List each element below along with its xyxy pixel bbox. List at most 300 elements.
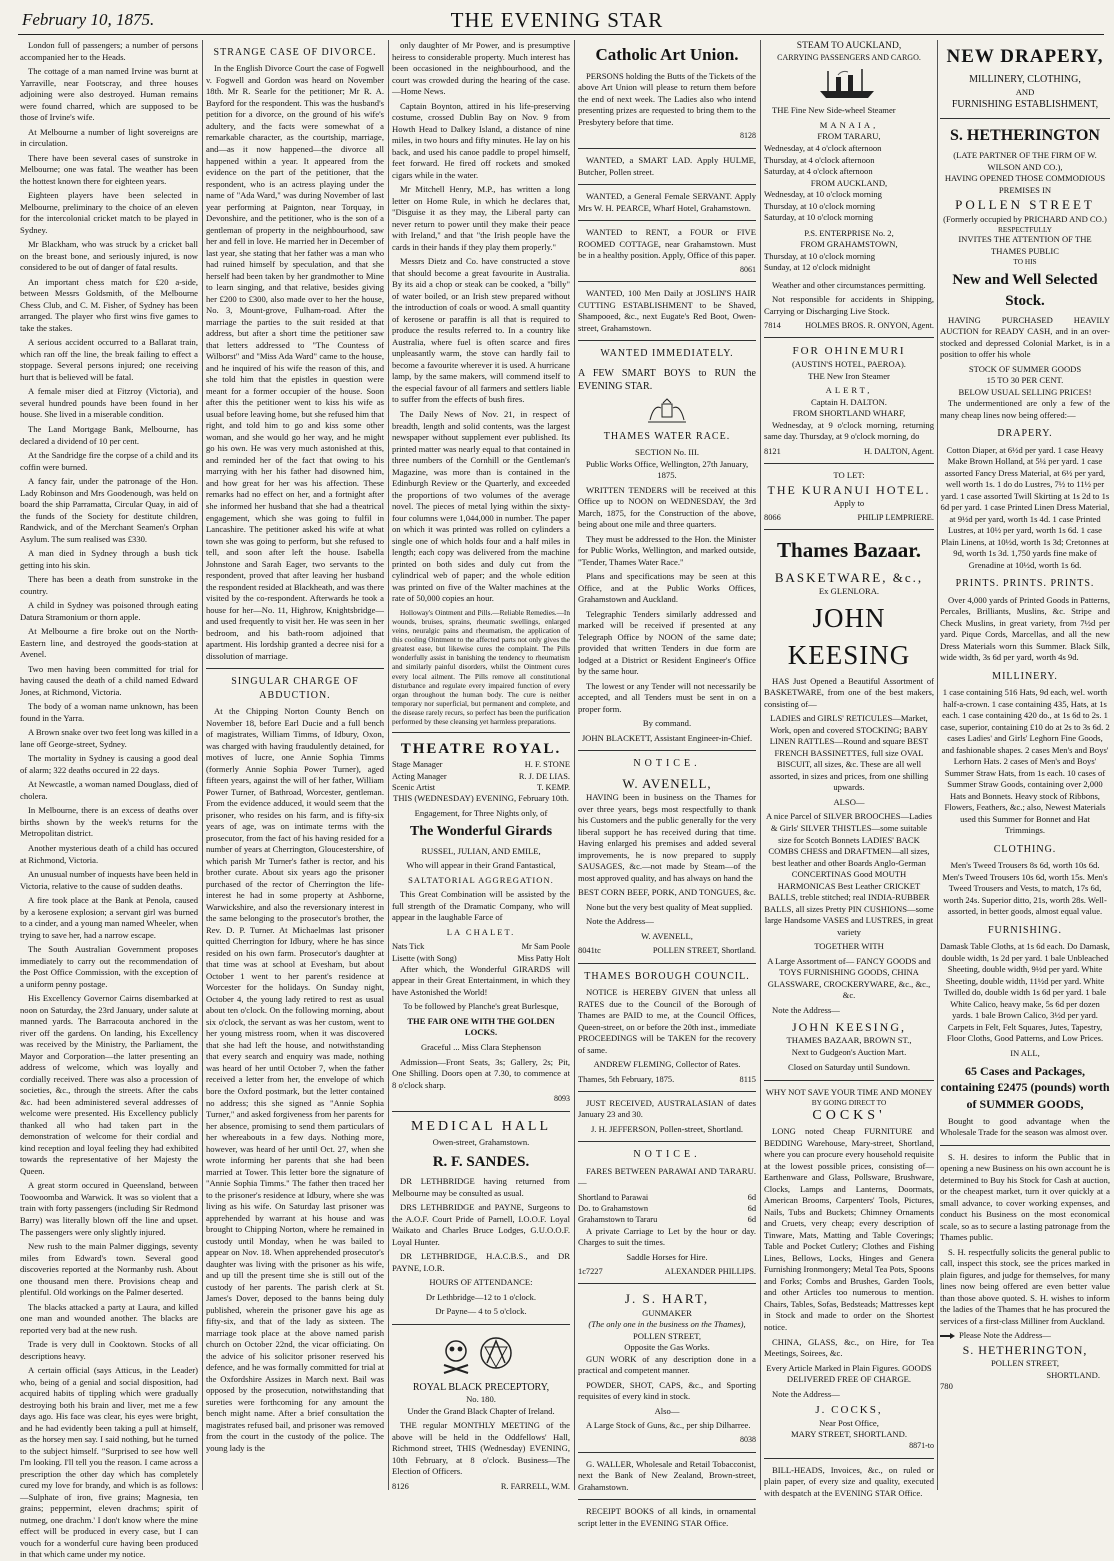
keesing-together: TOGETHER WITH <box>814 941 884 952</box>
borough-title: THAMES BOROUGH COUNCIL. <box>584 970 750 982</box>
water-race-section: SECTION No. III. <box>635 447 699 458</box>
news-paragraph: The South Australian Government proposes immediately to carry out the recommendation of the Post Office Commission, with the exception of a uniform penny postage. <box>20 944 198 989</box>
thames-bazaar-title: Thames Bazaar. <box>777 538 921 563</box>
hetherington-ref: 780 <box>940 1381 953 1392</box>
preceptory-title: ROYAL BLACK PRECEPTORY, <box>412 1381 550 1393</box>
steam-title: STEAM TO AUCKLAND, <box>796 41 902 51</box>
cocks-near: Near Post Office, <box>819 1417 879 1428</box>
theatre-cast-row-right: Mr Sam Poole <box>521 942 570 952</box>
hart-powder: POWDER, SHOT, CAPS, &c., and Sporting requisites of every kind in stock. <box>578 1379 756 1402</box>
grahamstown-times <box>764 251 934 274</box>
fare-row-left: Grahamstown to Tararu <box>578 1215 658 1225</box>
theatre-burlesque-intro: To be followed by Planche's great Burlesque, <box>403 1001 559 1012</box>
drapery-sub-2: AND <box>1015 86 1035 97</box>
water-race-body-5: The lowest or any Tender will not necessarily be accepted, and all Tenders must be sent in on a proper form. <box>578 680 756 714</box>
fares-title: FARES BETWEEN PARAWAI AND TARARU.— <box>578 1165 756 1188</box>
wanted-men: WANTED, 100 Men Daily at JOSLIN'S HAIR CUTTING ESTABLISHMENT to be Shaved, Shampooed, &c., next Eugate's Red Boot, Owen-street, Grahamstown. <box>578 288 756 333</box>
theatre-role-row-left: Scenic Artist <box>392 782 436 792</box>
divider <box>578 1141 756 1142</box>
divider <box>578 963 756 964</box>
hart-body: GUN WORK of any description done in a practical and competent manner. <box>578 1353 756 1376</box>
news-paragraph: The blacks attacked a party at Laura, and killed one man and wounded another. The blacks are reported very bad at the new rush. <box>20 1301 198 1335</box>
ohinemuri-sign: H. DALTON, Agent. <box>863 446 934 456</box>
column-divider <box>937 40 938 1490</box>
hetherington-street: POLLEN STREET, <box>990 1358 1060 1368</box>
steam-intro: THE Fine New Side-wheel Steamer <box>772 105 896 116</box>
sailing-time: Saturday, at 4 o'clock afternoon <box>764 166 873 177</box>
theatre-evening: THIS (WEDNESDAY) EVENING, February 10th. <box>393 793 569 804</box>
article-paragraph: At the Chipping Norton County Bench on November 18, before Earl Ducie and a full bench of magistrates, William Timms, of Idbury, Oxon, was charged with having fraudulently detained, for motives of lucre, one Annie Sophia Timms (formerly Annie Sophia Power Turner), aged fifteen years, against the will of her father, William Power Turner, of Bathroad, Worcester, gentleman. From the evidence adduced, it would seem that the prisoner, who resides on his farm, and is fifty-six years of age, was on intimate terms with the prosecutor, from the fact of his having resided for a number of years at Cherrington, Gloucestershire, of which parish Mr Turner's father is rector, and his brother curate. About six years ago the prisoner purchased of the rector of Cherrington the life-interest he had in some property at Ashborne, Warwickshire, and also the reversionary interest in the same belonging to the prosecutor's brother, the Rev. D. P. Turner. At Michaelmas last prisoner quitted Cherrington for Idbury, where he has since resided on his own farm. Prosecutor's daughter at that time was at school at Evesham, but about October 1 went to her parent's residence at Worcester for the holidays. On Sunday night, October 4, the young lady retired to rest as usual about ten o'clock. On the following morning, about six o'clock, the servant as was her custom, went to her young mistress room, when it was discovered that she had left the house, and notwithstanding that every search and enquiry was made, nothing was heard of her until October 7, when the father received a letter from her, the envelope of which bore the Oxford postmark, but the letter contained no address; this she signed as "Annie Sophia Turner," and asked forgiveness from her parents for her absence, promising to send them particulars of her whereabouts in a few days. Nothing more, however, was heard of her until Oct. 27, when she wrote informing her parents that she had been married at Tower. This letter bore the signature of "Annie Sophia Timms." The father then traced her to the prisoner's residence at Idbury, where she was living as his wife. On Saturday last prisoner was apprehended by warrant at his house and was brought to Chipping Norton, where he remained in custody until Monday, when he was bailed to appear on Nov. 18. When apprehended prosecutor's daughter was living with the prisoner as his wife, and up till the present time she is still out of the custody of her parents. The parish clerk at St. James's Dover, deposed to the banns being duly published, wherein the prisoner gave his age as fifty-six, and that of the lady as sixteen. The marriage took place at the above named parish church on October 22nd, the vicar officiating. On the advice of his solicitor prisoner reserved his defence, and he was formally committed for trial at the Oxfordshire Assizes in March next. Bail was opposed by the prosecution, notwithstanding that sureties were forthcoming for any amount the bench might name. After a brief consultation the magistrates refused bail, and prisoner was removed from the court in the custody of the police. The young lady is the <box>206 705 384 1453</box>
water-race-by: By command. <box>642 718 692 729</box>
hart-guns: A Large Stock of Guns, &c., per ship Dilharree. <box>586 1420 751 1431</box>
theatre-aggregation: SALTATORIAL AGGREGATION. <box>408 874 554 885</box>
medical-hours-1: Dr Lethbridge—12 to 1 o'clock. <box>425 1291 537 1302</box>
article-abduction <box>206 706 384 1455</box>
hetherington-body-3: S. H. respectfully solicits the general public to call, inspect this stock, see the prices marked in plain figures, and judge for themselves, for many lines now being offered are even better value than those above quoted. S. H. wishes to inform the ladies of the Thames that he has procured the services of a first-class Milliner from Auckland. <box>940 1246 1110 1326</box>
news-paragraph: A child in Sydney was poisoned through eating Datura Stramonium or thorn apple. <box>20 600 198 622</box>
ohinemuri-captain: Captain H. DALTON. <box>811 396 887 407</box>
theatre-ref: 8093 <box>554 1094 570 1104</box>
fares-private: A private Carriage to Let by the hour or day. Charges to suit the times. <box>578 1225 756 1248</box>
hart-sub: GUNMAKER <box>642 1307 692 1318</box>
ohinemuri-footer <box>764 446 934 457</box>
basketware-title: BASKETWARE, &c., <box>774 569 924 585</box>
water-race-body-3: Plans and specifications may be seen at this Office, and at the Public Works Offices, Grahamstown and Auckland. <box>578 571 756 605</box>
news-items <box>20 40 198 1561</box>
ohinemuri-sub: (AUSTIN'S HOTEL, PAEROA). <box>792 359 906 370</box>
cocks-addr: MARY STREET, SHORTLAND. <box>791 1429 907 1440</box>
fare-row <box>578 1203 756 1214</box>
below-usual: BELOW USUAL SELLING PRICES! <box>958 386 1092 397</box>
theatre-role-row <box>392 782 570 793</box>
news-items <box>392 40 570 605</box>
theatre-roles <box>392 759 570 793</box>
receipt-ad: RECEIPT BOOKS of all kinds, in ornamental script letter in the EVENING STAR Office. <box>578 1506 756 1528</box>
sailing-time: Wednesday, at 10 o'clock morning <box>764 189 882 200</box>
fare-row-right: 6d <box>747 1192 756 1202</box>
borough-date: Thames, 5th February, 1875. <box>578 1074 675 1084</box>
theatre-role-row-right: T. KEMP. <box>536 782 570 792</box>
note-address: Please Note the Address— <box>959 1330 1051 1341</box>
article-divorce <box>206 63 384 662</box>
furnishing-heading: FURNISHING. <box>987 924 1063 936</box>
divider <box>578 1091 756 1092</box>
keesing-note: Note the Address— <box>772 1004 840 1015</box>
water-race-title: THAMES WATER RACE. <box>603 430 731 442</box>
news-paragraph: Captain Boynton, attired in his life-preserving costume, crossed Dublin Bay on Nov. 9 from Howth Head to Dalkey Island, a distance of nine miles, in two hours and fifty minutes. He lay on his back, and used his canoe paddle to propel himself, feet forward. He fired off rockets and smoked cigars while in the water. <box>392 100 570 180</box>
steam-sub: CARRYING PASSENGERS AND CARGO. <box>777 52 921 62</box>
ship-manaia: MANAIA, <box>819 119 879 130</box>
divider <box>392 1111 570 1112</box>
theatre-engagement: Engagement, for Three Nights only, of <box>414 807 548 818</box>
drapery-title: NEW DRAPERY, <box>946 46 1104 67</box>
theatre-burlesque: THE FAIR ONE WITH THE GOLDEN LOCKS. <box>407 1015 555 1038</box>
news-paragraph: Another mysterious death of a child has occured at Richmond, Victoria. <box>20 843 198 865</box>
hart-opp: Opposite the Gas Works. <box>624 1342 710 1353</box>
undermentioned: The undermentioned are only a few of the many cheap lines now being offered:— <box>940 398 1110 420</box>
news-paragraph: The Daily News of Nov. 21, in respect of breadth, length and solid contents, was the largest newspaper without supplement ever published. Its printed matter was nearly equal to that contained in three numbers of the Cornhill or the Gentleman's Magazine, was more than is contained in the Edinburgh Review or the Quarterly, and exceeded the proportions of two volumes of the average novel. The pieces of metal lying within the sixty-four columns were 1,044,000 in number. The paper on which it was printed was rolled on cylinders a single one of which holds four and a half miles in length; each copy was delivered from the machine printed on both sides and duly cut from the cylindrical web of paper; and the whole edition was printed on five of the Walter machines at the rate of 50,000 copies an hour. <box>392 408 570 604</box>
cocks-ref: 8871-to <box>909 1440 934 1450</box>
divider <box>392 732 570 733</box>
billheads-ad: BILL-HEADS, Invoices, &c., on ruled or plain paper, of every size and quality, executed with despatch at the EVENING STAR Office. <box>764 1464 934 1498</box>
hetherington-invites: INVITES THE ATTENTION OF THE THAMES PUBLIC <box>958 234 1092 256</box>
cocks-every: Every Article Marked in Plain Figures. GOODS DELIVERED FREE OF CHARGE. <box>766 1362 932 1385</box>
millinery-heading: MILLINERY. <box>992 670 1058 682</box>
ohinemuri-times: Wednesday, at 9 o'clock morning, returning same day. Thursday, at 9 o'clock morning, do <box>764 419 934 442</box>
news-paragraph: At Newcastle, a woman named Douglass, died of cholera. <box>20 779 198 801</box>
divider <box>578 1452 756 1453</box>
fare-row-right: 6d <box>747 1215 756 1225</box>
hart-title: J. S. HART, <box>624 1291 710 1307</box>
hart-tag: (The only one in the business on the Thames), <box>588 1319 746 1330</box>
keesing-sign: JOHN KEESING, <box>792 1020 906 1035</box>
hetherington-stock: New and Well Selected Stock. <box>952 272 1098 309</box>
divider <box>764 1458 934 1459</box>
divider <box>578 340 756 341</box>
news-paragraph: The body of a woman name unknown, has been found in the Yarra. <box>20 701 198 723</box>
theatre-cast-row-left: Nats Tick <box>392 942 425 952</box>
medical-surgeons: DRS LETHBRIDGE and PAYNE, Surgeons to the A.O.F. Court Pride of Parnell, I.O.O.F. Loyal Waikato and Charles Bruce Lodges, G.U.O.O.F. Loyal Hunter. <box>392 1202 570 1247</box>
percent: 15 TO 30 PER CENT. <box>986 375 1064 386</box>
sailing-time: Sunday, at 12 o'clock midnight <box>764 262 871 273</box>
news-paragraph: A certain official (says Atticus, in the Leader) who, being of a genial and social disposition, had acquired habits of tippling which were gradually destroying both his brain and liver, met me a few days ago. His face was clear, his eyes were bright, and he had evidently been taking a pull at himself, as the horsey men say. I said nothing, but he turned to the subject himself. "Surprised to see how well I'm looking. I'll tell you the reason. I came across a prescription the other day which has completely cured my love for brandy, and which is as follows:—Sulphate of iron, five grains; Magnesia, ten grains; peppermint, eleven drachms; spirit of nutmeg, one drachm.' I don't know where the mine effect will be produced in every case, but I can vouch for a wonderful cure having been produced in that which came under my notice. <box>20 1365 198 1560</box>
news-paragraph: only daughter of Mr Power, and is presumptive heiress to considerable property. Much interest has been occasioned in the neighbourhood, and the court was crowded during the hearing of the case.—Home News. <box>392 40 570 97</box>
water-race-body-4: Telegraphic Tenders similarly addressed and marked will be received if presented at any Telegraph Office by NOON of the same date; provided that written Tenders in due form are lodged at a District or Resident Engineer's Office by the same hour. <box>578 608 756 677</box>
drapery-sub-3: FURNISHING ESTABLISHMENT, <box>951 99 1099 111</box>
clothing-heading: CLOTHING. <box>993 843 1057 855</box>
fares-sign: ALEXANDER PHILLIPS. <box>664 1267 756 1277</box>
sailing-time: Thursday, at 4 o'clock afternoon <box>764 154 875 165</box>
drapery-sub-1: MILLINERY, CLOTHING, <box>969 74 1081 86</box>
borough-body: NOTICE is HEREBY GIVEN that unless all RATES due to the Council of the Borough of Thames are PAID to me, at the Council Offices, Queen-street, on or before the 20th inst., immediate PROCEEDINGS will be TAKEN for the recovery of same. <box>578 987 756 1055</box>
agent-footer <box>764 320 934 331</box>
borough-footer <box>578 1074 756 1085</box>
divider <box>578 184 756 185</box>
column-2 <box>206 40 384 1490</box>
news-paragraph: An important chess match for £20 a-side, between Messrs Goldsmith, of the Melbourne Chess Club, and C. M. Fisher, of Sydney has been arranged. The player who first wins five games to take the stakes. <box>20 276 198 333</box>
theatre-cast-row-right: Miss Patty Holt <box>517 953 570 963</box>
fare-row <box>578 1214 756 1225</box>
fare-row-right: 6d <box>747 1204 756 1214</box>
theatre-admission: Admission—Front Seats, 3s; Gallery, 2s; Pit, One Shilling. Doors open at 7.30, to commence at 8 o'clock sharp. <box>392 1056 570 1090</box>
hetherington-respectfully: RESPECTFULLY <box>997 225 1052 235</box>
news-paragraph: His Excellency Governor Cairns disembarked at noon on Saturday, the 23rd January, under salute at manned yards. The Barracouta anchored in the river off the gardens. On landing, his Excellency was received by the Ministry, the Parliament, the Mayor and Corporation—the latter presenting an address of welcome, which was loyally and cordially received. There was also a procession of societies, &c., through the streets. After the cabs &c. had been administered several addresses of welcome were presented. His Excellency publicly thanked all who had taken part in the demonstration of welcome for their cordial and kind reception and loyal feeling they had exhibited towards the representative of her Majesty the Queen. <box>20 993 198 1176</box>
news-paragraph: A serious accident occurred to a Ballarat train, which ran off the line, the break failing to effect a stoppage. Several persons injured; one receiving hurt that is believed will be fatal. <box>20 337 198 382</box>
from-auckland: FROM AUCKLAND, <box>810 177 888 188</box>
fares-saddle: Saddle Horses for Hire. <box>626 1251 708 1262</box>
weather-note: Weather and other circumstances permitting. <box>772 279 926 290</box>
news-paragraph: The cottage of a man named Irvine was burnt at Yarraville, near Footscray, and three houses adjoining were also destroyed. Human remains were found charred, which are supposed to be those of Irvine's wife. <box>20 66 198 123</box>
theatre-cast <box>392 941 570 964</box>
theatre-title: THEATRE ROYAL. <box>400 741 562 758</box>
hart-also: Also— <box>654 1405 680 1416</box>
wanted-immediately: WANTED IMMEDIATELY. <box>600 348 734 360</box>
theatre-role-row-right: R. J. DE LIAS. <box>518 771 570 781</box>
column-divider <box>574 40 575 1490</box>
divider <box>578 220 756 221</box>
news-paragraph: A Brown snake over two feet long was killed in a lane off George-street, Sydney. <box>20 727 198 749</box>
article-paragraph: In the English Divorce Court the case of Fogwell v. Fogwell and Gordon was heard on November 18th. Mr R. Searle for the petitioner; Mr R. A. Bayford for the respondent. This was the husband's petition for a divorce, on the ground of his wife's adultery, and the facts were somewhat of a remarkable character, as the courtship, marriage, and—as it now happened—the divorce all happened within a year. It appeared from the evidence on the part of the petitioner, that the respondent, who is an actress playing under the name of "Ada Ward," was during November of last year performing at Paignton, near Torquay, in Devonshire, and the petitioner, who is the son of a gentleman of property in the neighbourhood, saw her and fell in love. He married her in December of last year, she stating that her father was a man who had ruined himself by speculation, and that she herself had been taken by her grandmother to Mine to learn singing, and that relative, besides giving her £200 to £300, also made over to her the house, No. 3, Mount-grove, Fulham-road. After the marriage the parties to the suit resided at that address, but after a short time the petitioner saw that letters addressed to "The Countess of Wilborst" and "Miss Ada Ward" came to the house, and he inquired of his wife the reason of this, and she told him that the epistles in question were meant for a former occupier of the house. Soon after this the petitioner went to kiss his wife as usual before leaving home, but she refused him that right, and told him to go and kiss some other woman, and she would go her way, and he might go his own. He was very much astonished at this, and reminded her of the fact that owing to his marrying with her his father had disowned him, and how great for her was his affection. These remarks had no effect on her, and a fortnight after she informed her husband that she had a theatrical engagement, which she was going to fulfil in Lancashire. The petitioner asked his wife at what town she was going to perform, but she refused to tell, and soon after left the house. Isabella Johnstone and Sarah Eager, two servants to the respondent, proved that after leaving her husband the respondent resided at Blackheath, and was there visited by the co-respondent. Afterwards he took a house for her—No. 11, Highrow, Knightsbridge—and used frequently to visit her. He was seen in her bedroom, and his bath-room adjoined that apartment. His lordship granted a decree nisi for a dissolution of marriage. <box>206 63 385 661</box>
heading-divorce: STRANGE CASE OF DIVORCE. <box>213 47 377 58</box>
prints-list: Over 4,000 yards of Printed Goods in Patterns, Percales, Brilliants, Muslins, &c. Stripe and Check Muslins, in great variety, from 7½d per yard. Pique Cords, Marcellas, and all the new Dress Materials worn this Summer. Black Silk, wide width, 3s 6d per yard, worth 4s 9d. <box>940 594 1110 663</box>
column-4 <box>578 40 756 1528</box>
bought-note: Bought to good advantage when the Wholesale Trade for the season was almost over. <box>940 1115 1110 1138</box>
theatre-farce: LA CHALET. <box>446 926 516 937</box>
keesing-assort: A Large Assortment of— FANCY GOODS and TOYS FURNISHING GOODS, CHINA GLASSWARE, CROCKERYWARE, &c., &c., &c. <box>767 955 931 1001</box>
steamship-icon <box>818 67 880 101</box>
holloway-ad: Holloway's Ointment and Pills.—Reliable Remedies.—In wounds, bruises, sprains, rheumatic swellings, enlarged veins, neuralgic pains and rheumatism, the application of this cooling Ointment to the affected parts not only gives the greatest ease, but likewise cures the complaint. The Pills wonderfully assist in banishing the tendency to rheumatism and similarly painful disorders, whilst the Ointment cures every local ailment. The Pills remove all constitutional disturbance and regulate every impaired function of every organ throughout the human body. The cure is neither temporary nor superficial, but permanent and complete, and the disease rarely recurs, so perfect has been the purification performed by these cleansing yet harmless preparations. <box>392 607 570 727</box>
kuranui-hotel: THE KURANUI HOTEL. <box>767 482 931 497</box>
column-6 <box>940 40 1110 1490</box>
kuranui-apply: Apply to <box>833 497 865 508</box>
news-paragraph: In Melbourne, there is an excess of deaths over births shown by the week's returns for the Metropolitan district. <box>20 805 198 839</box>
ohinemuri-from: FROM SHORTLAND WHARF, <box>792 408 906 419</box>
masthead-date: February 10, 1875. <box>22 10 155 29</box>
divider <box>764 529 934 530</box>
news-paragraph: Trade is very dull in Cooktown. Stocks of all descriptions heavy. <box>20 1339 198 1361</box>
keesing-title: JOHN KEESING <box>787 603 911 670</box>
preceptory-under: Under the Grand Black Chapter of Ireland. <box>407 1405 555 1416</box>
column-1 <box>20 40 198 1560</box>
cocks-title: COCKS' <box>812 1108 886 1124</box>
avenell-footer <box>578 945 756 956</box>
avenell-addr: POLLEN STREET, Shortland. <box>652 946 756 956</box>
avenell-title: W. AVENELL, <box>622 775 712 791</box>
medical-title: MEDICAL HALL <box>410 1118 552 1134</box>
ohinemuri-ship: ALERT, <box>825 385 873 396</box>
fares-table <box>578 1192 756 1226</box>
fare-row-left: Shortland to Parawai <box>578 1192 649 1202</box>
borough-ref: 8115 <box>739 1074 756 1084</box>
wanted-lad: WANTED, a SMART LAD. Apply HULME, Butcher, Pollen street. <box>578 155 756 177</box>
theatre-role-row-right: H. F. STONE <box>524 760 570 770</box>
avenell-more: None but the very best quality of Meat supplied. <box>586 901 753 912</box>
medical-hours-2: Dr Payne— 4 to 5 o'clock. <box>435 1306 527 1317</box>
theatre-after: After which, the Wonderful GIRARDS will appear in their Great Entertainment, in which they have Astonished the World! <box>392 963 570 997</box>
news-paragraph: A female miser died at Fitzroy (Victoria), and several hundred pounds have been found in her house. She lived in a miserable condition. <box>20 386 198 420</box>
hart-street: POLLEN STREET, <box>632 1330 702 1341</box>
skull-crossbones-icon <box>436 1331 526 1377</box>
keesing-parcel: A nice Parcel of SILVER BROOCHES—Ladies & Girls' SILVER THISTLES—some suitable size for Scotch Bonnets LADIES' BACK COMBS CHESS and DRAFTMEN—all sizes, best leather and other Boards Anglo-German CONCERTINAS Good MOUTH HARMONICAS Best Leather CRICKET BALLS, treble stitched; real INDIA-RUBBER BALLS, all sizes Pretty PIN CUSHIONS—some large Handsome VASES and LUSTRES, in great variety <box>764 811 934 937</box>
agent-name: HOLMES BROS. R. ONYON, Agent. <box>805 321 934 331</box>
avenell-note: Note the Address— <box>586 916 654 927</box>
preceptory-footer <box>392 1481 570 1492</box>
catholic-title: Catholic Art Union. <box>595 45 739 64</box>
news-paragraph: London full of passengers; a number of persons accompanied her to the Heads. <box>20 40 198 62</box>
sailing-time: Wednesday, at 4 o'clock afternoon <box>764 142 882 153</box>
medical-body: DR LETHBRIDGE having returned from Melbourne may be consulted as usual. <box>392 1176 570 1198</box>
medical-name: R. F. SANDES. <box>432 1154 530 1171</box>
news-paragraph: The mortality in Sydney is causing a good deal of alarm; 322 deaths occured in 22 days. <box>20 753 198 775</box>
theatre-cast-row <box>392 941 570 952</box>
borough-sign: ANDREW FLEMING, Collector of Rates. <box>593 1059 741 1070</box>
preceptory-body: THE regular MONTHLY MEETING of the above will be held in the Oddfellows' Hall, Richmond street, THIS (Wednesday) EVENING, 10th February, at 8 o'clock. Business—The Election of Officers. <box>392 1420 570 1477</box>
royal-arms-icon <box>644 398 690 424</box>
divider <box>764 1080 934 1081</box>
preceptory-no: No. 180. <box>466 1394 496 1405</box>
water-race-body-2: They must be addressed to the Hon. the Minister for Public Works, Wellington, and marked outside, "Tender, Thames Water Race." <box>578 533 756 567</box>
divider <box>578 750 756 751</box>
theatre-desc: Who will appear in their Grand Fantastical, <box>406 860 556 871</box>
column-divider <box>388 40 389 1490</box>
from-grahamstown: FROM GRAHAMSTOWN, <box>800 239 898 250</box>
news-paragraph: Messrs Dietz and Co. have constructed a stove that should become a great favourite in Australia. By its aid a chop or steak can be cooked, a "billy" of water boiled, or an Irish stew prepared without the introduction of coals or wood. A small quantity of kerosene or paraffin is all that is required to produce the results referred to. In a country like Australia, where fuel is often scarce and fires unpleasantly warm, the stove can hardly fail to become a favourite wherever it is used. A hurricane lamp, by the same makers, will commend itself to the especial favour of all farmers and settlers liable to suffer from the effects of bush fires. <box>392 256 570 405</box>
cocks-by: BY GOING DIRECT TO <box>811 1098 887 1108</box>
clothing-list: Men's Tweed Trousers 8s 6d, worth 10s 6d. Men's Tweed Trousers 10s 6d, worth 15s. Men's Tweed Trousers and Vests, to match, 17s 6d, worth 24s. Superior ditto, 21s, worth 28s. Well-assorted, in better goods, almost equal value. <box>942 860 1108 917</box>
ohinemuri-ref: 8121 <box>764 446 781 456</box>
medical-hours-title: HOURS OF ATTENDANCE: <box>429 1277 533 1288</box>
news-paragraph: Eighteen players have been selected in Melbourne, preliminary to the choice of an eleven for the intercolonial cricket match to be played in Sydney. <box>20 190 198 235</box>
news-paragraph: Two men having been committed for trial for having caused the death of a child named Edward Jones, at Richmond, Victoria. <box>20 663 198 697</box>
australasian-ad: JUST RECEIVED, AUSTRALASIAN of dates January 23 and 30. <box>578 1097 756 1120</box>
news-paragraph: At Melbourne a fire broke out on the North-Eastern line, and destroyed the goods-station at Avenel. <box>20 626 198 660</box>
glenlora: Ex GLENLORA. <box>818 585 880 596</box>
fare-row <box>578 1192 756 1203</box>
hetherington-tohis: TO HIS <box>1013 257 1037 267</box>
liability-note: Not responsible for accidents in Shipping, Carrying or Discharging Live Stock. <box>764 294 934 316</box>
kuranui-ref: 8066 <box>764 513 781 523</box>
hetherington-sign: S. HETHERINGTON, <box>962 1342 1088 1357</box>
boys-ad: A FEW SMART BOYS to RUN the EVENING STAR. <box>578 367 756 393</box>
news-paragraph: There have been several cases of sunstroke in Melbourne; one was fatal. The weather has been the hottest known there for eighteen years. <box>20 152 198 186</box>
water-race-body: WRITTEN TENDERS will be received at this Office up to NOON on WEDNESDAY, the 3rd March, 1875, for the Construction of the above, being about one mile and three quarters. <box>578 484 756 530</box>
catholic-body: PERSONS holding the Butts of the Tickets of the above Art Union will please to return them before the end of next week. The Ladies also who intend presenting prizes are requested to bring them to the Presbytery before that time. <box>578 70 756 127</box>
news-paragraph: New rush to the main Palmer diggings, seventy miles from Edward's town. Several good discoveries reported at the Normanby rush. About one thousand men there. Provisions cheap and plentiful. Old workings on the Palmer deserted. <box>20 1241 198 1298</box>
hand-pointer-icon <box>940 1332 956 1340</box>
divider <box>578 148 756 149</box>
theatre-graceful: Graceful ... Miss Clara Stephenson <box>420 1042 542 1052</box>
keesing-items: LADIES and GIRLS' RETICULES—Market, Work, open and covered STOCKING; BABY LINEN RATTLES—Round and square BEST FRENCH BASSINETTES, full size OVAL BISCUIT, all sizes, &c. These are all well assorted, in sizes and prices, from one shilling upwards. <box>769 713 929 793</box>
sailing-time: Thursday, at 10 o'clock morning <box>764 250 876 261</box>
drapery-heading: DRAPERY. <box>997 428 1053 440</box>
millinery-list: 1 case containing 516 Hats, 9d each, wel. worth half-a-crown. 1 case containing 435, Hats, at 1s each. 1 case containing 420 do., at 1s 6d to 2s. 1 case, superior, containing £10 do at 2s to 3s 6d. 2 cases Ladies' and Girls' Leghorn Fine Goods, and fashionable shapes. 2 cases Men's and Boys' Lerhorn Hats. 2 cases of Men's and Boys' Summer Straw Hats, from 1s each. 10 cases of Summer Straw Goods, containing over 2,000 Hats and Bonnets. Heavy stock of Ribbons, Flowers, Feathers, &c.; also, Newest Materials used this Summer for Bonnet and Hat Trimmings. <box>940 687 1110 836</box>
news-paragraph: Mr Mitchell Henry, M.P., has written a long letter on Home Rule, in which he declares that, "Disguise it as they may, the Liberal party can never return to power until they make their peace with Ireland," and that "the Irish people have the cards in their hands if they play them properly." <box>392 184 570 252</box>
cocks-body: LONG noted Cheap FURNITURE and BEDDING Warehouse, Mary-street, Shortland, where you can procure every household requisite at the lowest possible prices, consisting of—Earthenware and Glass, Pollsware, Brushware, Clocks, Lamps and Lanterns, Doormats, American Brooms, Carpenters' Tools, Pictures, Nails, Tubs and Buckets; Chimney Ornaments and Cruets, very cheap; every description of Tinware, Mats, Matting and Table Coverings; Table and Pocket Cutlery; Clothes and Fishing Lines, Bellows, Locks, Hinges and Genera Furnishing Ironmongery; Metal Tea Pots, Spoons and Forks; Combs and Brushes, Garden Tools, and other Articles too numerous to mention. Chairs, Tables, Sofas, Bedsteads; Mattresses kept in Stock and made to order on the Shortest notice. <box>764 1126 934 1332</box>
news-paragraph: An unusual number of inquests have been held in Victoria, relative to the cause of sudden deaths. <box>20 869 198 891</box>
theatre-act: The Wonderful Girards <box>409 824 553 840</box>
drapery-list: Cotton Diaper, at 6½d per yard. 1 case Heavy Make Brown Holland, at 5¼ per yard. 1 case assorted Fancy Dress Material, at 6½ per yard, well worth 1s. 1 do do Lustres, 7½ to 11½ per yard. 1 case assorted Twill Skirting at 1s 2d to 1s 6d per yard. 1 case Printed Linen Dress Material, at 9½d per yard, worth 1s 4d. 1 case Printed Lustres, at 10½ per yard, worth 1s 6d. 1 case Plain Linens, at 10½d, worth 1s 3d; Cretonnes at 9d, worth 1s 3d. 1,750 yards fine make of Grenadine at 10½d, worth 1s 6d. <box>940 444 1110 570</box>
theatre-cast-row-left: Lisette (with Song) <box>392 953 457 963</box>
to-let: TO LET: <box>833 470 865 481</box>
news-paragraph: At Melbourne a number of light sovereigns are in circulation. <box>20 126 198 149</box>
news-paragraph: Mr Blackham, who was struck by a cricket ball on the breast bone, and seriously injured, is now considered to be out of danger of fatal results. <box>20 239 198 273</box>
kuranui-sign: PHILIP LEMPRIERE. <box>857 513 934 523</box>
cocks-note: Note the Address— <box>772 1388 840 1399</box>
divider <box>392 1324 570 1325</box>
heading-abduction: SINGULAR CHARGE OF ABDUCTION. <box>231 676 359 701</box>
avenell-sign: W. AVENELL, <box>641 930 693 941</box>
furnishing-list: Damask Table Cloths, at 1s 6d each. Do Damask, double width, 1s 2d per yard. 1 bale Unbleached Sheeting, double width, 9½d per yard. White Sheeting, double width, 11½d per yard. White Twilled do, double width 1s 6d per yard. 1 bale White Calico, heavy make, 5s 6d per dozen yards. 1 bale Brown Calico, 3½d per yard. Carpets in Felt, Felt Squares, Jutes, Tapestry, Floor Cloths, Good Patterns, and Low Prices. <box>940 941 1110 1044</box>
auckland-times <box>764 189 934 224</box>
divider <box>764 337 934 338</box>
sailing-time: Thursday, at 10 o'clock morning <box>764 200 876 211</box>
preceptory-ref: 8126 <box>392 1481 409 1491</box>
divider <box>206 668 384 669</box>
hetherington-body-2: S. H. desires to inform the Public that in opening a new Business on his own account he is determined to Buy his Stock for Cash at auction, or the cheapest market, turn it over quickly at a small advance, to cover working expenses, and conduct his Business on the most economical scale, so as to secure a lasting patronage from the Thames public. <box>940 1151 1110 1243</box>
note-address-line <box>940 1330 1110 1342</box>
avenell-body: HAVING been in business on the Thames for over three years, begs most respectfully to thank his Customers and the public generally for the very liberal support he has received during that time. Having enlarged his premises and added several improvements, he is now prepared to supply SAUSAGES, &c.—not made by Steam—of the most approved quality, and has always on hand the <box>578 792 756 883</box>
avenell-ref: 8041tc <box>578 946 601 956</box>
medical-doctors: DR LETHBRIDGE, H.A.C.B.S., and DR PAYNE, I.O.R. <box>392 1251 570 1273</box>
hetherington-name: S. HETHERINGTON <box>950 126 1100 144</box>
news-paragraph: A man died in Sydney through a bush tick getting into his skin. <box>20 548 198 570</box>
keesing-closed: Closed on Saturday until Sundown. <box>788 1062 910 1073</box>
notice-heading-2: NOTICE. <box>633 1149 701 1161</box>
keesing-addr: THAMES BAZAAR, BROWN ST., <box>786 1035 912 1046</box>
news-paragraph: There has been a death from sunstroke in the country. <box>20 574 198 596</box>
notice-heading: NOTICE. <box>633 758 701 770</box>
masthead-rule <box>18 34 1104 35</box>
wanted-cottage-ref: 8061 <box>740 264 756 274</box>
column-divider <box>760 40 761 1490</box>
prints-heading: PRINTS. PRINTS. PRINTS. <box>955 578 1095 590</box>
kuranui-footer <box>764 512 934 523</box>
theatre-role-row <box>392 771 570 782</box>
masthead <box>0 0 1114 40</box>
theatre-performers: RUSSEL, JULIAN, AND EMILE, <box>421 845 541 856</box>
column-3 <box>392 40 570 1490</box>
ship-enterprise: P.S. ENTERPRISE No. 2, <box>804 227 894 238</box>
theatre-role-row <box>392 759 570 770</box>
stock-of-summer: STOCK OF SUMMER GOODS <box>968 363 1082 374</box>
agent-ref: 7814 <box>764 321 781 331</box>
column-5 <box>764 40 934 1498</box>
avenell-list: BEST CORN BEEF, PORK, AND TONGUES, &c. <box>578 887 756 898</box>
divider <box>764 463 934 464</box>
hetherington-opened: HAVING OPENED THOSE COMMODIOUS PREMISES IN <box>944 173 1106 195</box>
waller-ad: G. WALLER, Wholesale and Retail Tobacconist, next the Bank of New Zealand, Brown-street, Grahamstown. <box>578 1458 756 1492</box>
hetherington-formerly: (Formerly occupied by PRICHARD AND CO.) <box>943 213 1107 224</box>
fares-footer <box>578 1266 756 1277</box>
keesing-body: HAS Just Opened a Beautiful Assortment of BASKETWARE, from one of the best makers, consisting of— <box>764 675 934 709</box>
divider <box>578 281 756 282</box>
theatre-role-row-left: Acting Manager <box>392 771 447 781</box>
news-paragraph: A great storm occured in Queensland, between Toowoomba and Warwick. It was so violent that a train with forty passengers (including Sir Redmond Barry) was literally blown off the line and upset. The passengers were only slightly injured. <box>20 1180 198 1237</box>
ohinemuri-steamer: THE New Iron Steamer <box>808 370 890 381</box>
hetherington-town: SHORTLAND. <box>1046 1369 1100 1380</box>
divider <box>578 1499 756 1500</box>
hetherington-late: (LATE PARTNER OF THE FIRM OF W. WILSON AND CO.), <box>953 150 1097 172</box>
column-divider <box>202 40 203 1490</box>
masthead-title: THE EVENING STAR <box>450 8 664 32</box>
news-paragraph: The Land Mortgage Bank, Melbourne, has declared a dividend of 10 per cent. <box>20 423 198 446</box>
cocks-sign: J. COCKS, <box>815 1404 883 1417</box>
wanted-servant: WANTED, a General Female SERVANT. Apply Mrs W. H. PEARCE, Wharf Hotel, Grahamstown. <box>578 191 756 213</box>
catholic-ref: 8128 <box>740 131 756 141</box>
theatre-combo: This Great Combination will be assisted by the full strength of the Dramatic Company, who will appear in the laughable Farce of <box>392 889 570 923</box>
water-race-office: Public Works Office, Wellington, 27th January, 1875. <box>585 458 749 481</box>
theatre-cast-row <box>392 953 570 964</box>
in-all: IN ALL, <box>1010 1047 1040 1058</box>
wanted-cottage: WANTED to RENT, a FOUR or FIVE ROOMED COTTAGE, near Grahamstown. Must be in a healthy position. Apply, Office of this paper. <box>578 227 756 261</box>
fare-row-left: Do. to Grahamstown <box>578 1204 649 1214</box>
hetherington-body: HAVING PURCHASED HEAVILY AUCTION for READY CASH, and in an over-stocked and depressed Colonial Market, is in a position to offer his whole <box>940 314 1110 360</box>
medical-sub: Owen-street, Grahamstown. <box>432 1136 530 1147</box>
news-paragraph: At the Sandridge fire the corpse of a child and its coffin were burned. <box>20 450 198 472</box>
keesing-also: ALSO— <box>833 796 865 807</box>
divider <box>940 118 1110 119</box>
news-paragraph: A fancy fair, under the patronage of the Hon. Lady Robinson and Mrs Goodenough, was held on board the ship Parramatta, Circular Quay, in aid of the funds of the Society for destitute children, Randwick, and of the Merchant Seamen's Orphan Asylum. The sum realised was £330. <box>20 476 198 544</box>
theatre-role-row-left: Stage Manager <box>392 760 443 770</box>
water-race-sign: JOHN BLACKETT, Assistant Engineer-in-Chief. <box>581 732 753 743</box>
cases-total: 65 Cases and Packages, containing £2475 (pounds) worth of SUMMER GOODS, <box>940 1064 1110 1111</box>
divider <box>578 1283 756 1284</box>
preceptory-sign: R. FARRELL, W.M. <box>500 1481 570 1491</box>
hart-ref: 8038 <box>740 1434 756 1444</box>
australasian-sign: J. H. JEFFERSON, Pollen-street, Shortland. <box>590 1123 744 1134</box>
from-tararu: FROM TARARU, <box>817 131 881 142</box>
cocks-question: WHY NOT SAVE YOUR TIME AND MONEY <box>765 1086 933 1097</box>
